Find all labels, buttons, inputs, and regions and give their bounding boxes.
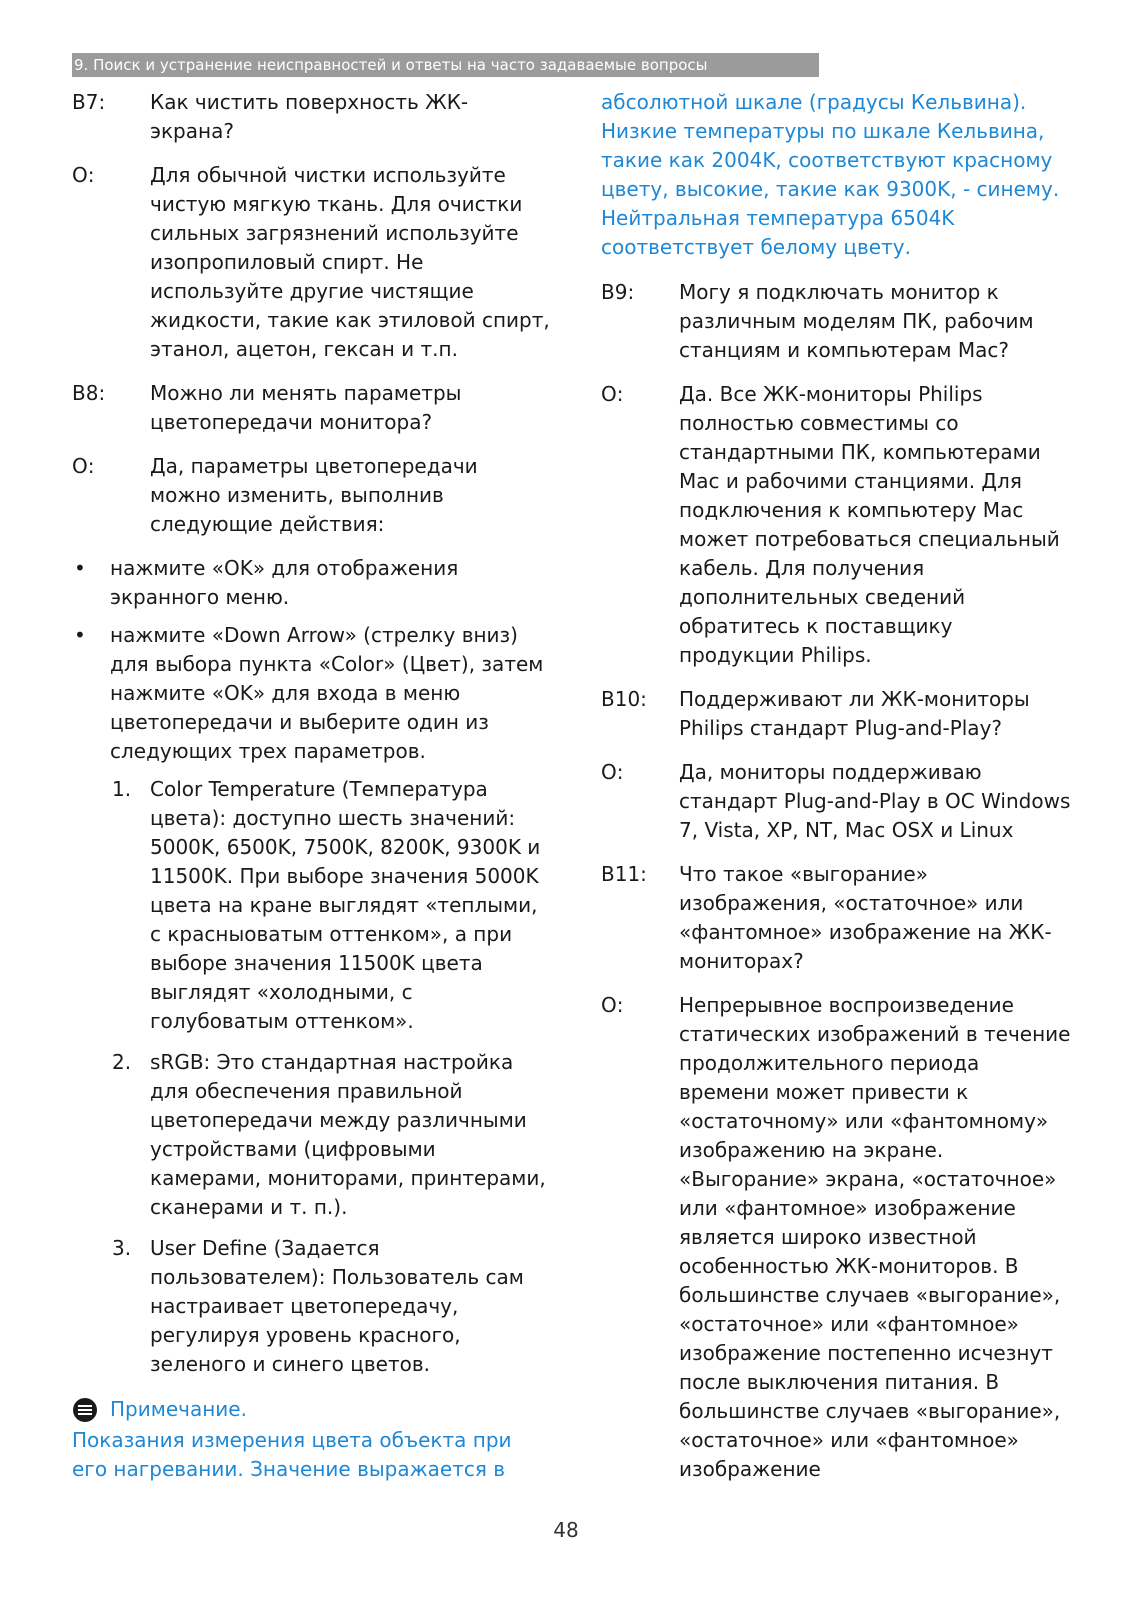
bullet-item [72, 554, 550, 612]
left-column [72, 88, 550, 1484]
note-heading [72, 1395, 550, 1424]
numbered-item [72, 1048, 550, 1222]
bullet-text: нажмите «OK» для отображения экранного меню. [110, 556, 459, 609]
answer-text: Для обычной чистки используйте чистую мягкую ткань. Для очистки сильных загрязнений используйте изопропиловый спирт. Не используйте другие чистящие жидкости, такие как этиловой спирт, этанол, ацетон, гексан и т.п. [150, 163, 550, 361]
answer-label: О: [72, 454, 95, 478]
numbered-item [72, 775, 550, 1036]
right-column [601, 88, 1071, 1499]
answer-b11 [601, 991, 1071, 1484]
answer-b7 [72, 161, 550, 364]
question-text: Что такое «выгорание» изображения, «остаточное» или «фантомное» изображение на ЖК-мониторах? [679, 862, 1052, 973]
question-text: Как чистить поверхность ЖК-экрана? [150, 90, 469, 143]
answer-b8 [72, 452, 550, 539]
answer-text: Непрерывное воспроизведение статических изображений в течение продолжительного периода времени может привести к «остаточному» или «фантомному» изображению на экране. «Выгорание» экрана, «остаточное» или «фантомное» изображение является широко известной особенностью ЖК-мониторов. В большинстве случаев «выгорание», «остаточное» или «фантомное» изображение постепенно исчезнут после выключения питания. В большинстве случаев «выгорание», «остаточное» или «фантомное» изображение [679, 993, 1071, 1481]
question-b7 [72, 88, 550, 146]
question-b10 [601, 685, 1071, 743]
question-label: В9: [601, 280, 635, 304]
answer-label: О: [72, 163, 95, 187]
page-number: 48 [553, 1518, 579, 1542]
question-label: В8: [72, 381, 106, 405]
item-number: 1. [112, 777, 132, 801]
note-text-continued: абсолютной шкале (градусы Кельвина). Низкие температуры по шкале Кельвина, такие как 2004K, соответствуют красному цвету, высокие, такие как 9300K, - синему. Нейтральная температура 6504K соответствует белому цвету. [601, 90, 1060, 259]
bullet-item [72, 621, 550, 766]
bullet-symbol: • [74, 623, 86, 647]
item-number: 2. [112, 1050, 132, 1074]
item-text: Color Temperature (Температура цвета): доступно шесть значений: 5000K, 6500K, 7500K, 8200K, 9300K и 11500K. При выборе значения 5000K цвета на кране выглядят «теплыми, с красныоватым оттенком», а при выборе значения 11500K цвета выглядят «холодными, с голубоватым оттенком». [150, 777, 541, 1033]
answer-b10 [601, 758, 1071, 845]
bullet-text: нажмите «Down Arrow» (стрелку вниз) для выбора пункта «Color» (Цвет), затем нажмите «OK» для входа в меню цветопередачи и выберите один из следующих трех параметров. [110, 623, 544, 763]
note-title: Примечание. [110, 1397, 247, 1421]
answer-label: О: [601, 382, 624, 406]
question-b8 [72, 379, 550, 437]
question-text: Поддерживают ли ЖК-мониторы Philips стандарт Plug-and-Play? [679, 687, 1030, 740]
chapter-header: 9. Поиск и устранение неисправностей и ответы на часто задаваемые вопросы [72, 53, 819, 77]
question-label: В11: [601, 862, 647, 886]
answer-text: Да, параметры цветопередачи можно изменить, выполнив следующие действия: [150, 454, 478, 536]
answer-text: Да. Все ЖК-мониторы Philips полностью совместимы со стандартными ПК, компьютерами Mac и рабочими станциями. Для подключения к компьютеру Mac может потребоваться специальный кабель. Для получения дополнительных сведений обратитесь к поставщику продукции Philips. [679, 382, 1060, 667]
numbered-item [72, 1234, 550, 1379]
answer-label: О: [601, 760, 624, 784]
note-text: Показания измерения цвета объекта при его нагревании. Значение выражается в [72, 1428, 512, 1481]
question-label: В7: [72, 90, 106, 114]
question-label: В10: [601, 687, 647, 711]
item-number: 3. [112, 1236, 132, 1260]
answer-label: О: [601, 993, 624, 1017]
question-b11 [601, 860, 1071, 976]
answer-b9 [601, 380, 1071, 670]
item-text: User Define (Задается пользователем): Пользователь сам настраивает цветопередачу, регулируя уровень красного, зеленого и синего цветов. [150, 1236, 524, 1376]
question-b9 [601, 278, 1071, 365]
note-icon [72, 1397, 98, 1423]
question-text: Можно ли менять параметры цветопередачи монитора? [150, 381, 462, 434]
bullet-symbol: • [74, 556, 86, 580]
item-text: sRGB: Это стандартная настройка для обеспечения правильной цветопередачи между различными устройствами (цифровыми камерами, мониторами, принтерами, сканерами и т. п.). [150, 1050, 546, 1219]
question-text: Могу я подключать монитор к различным моделям ПК, рабочим станциям и компьютерам Mac? [679, 280, 1034, 362]
answer-text: Да, мониторы поддерживаю стандарт Plug-and-Play в ОС Windows 7, Vista, XP, NT, Mac OSX и Linux [679, 760, 1071, 842]
